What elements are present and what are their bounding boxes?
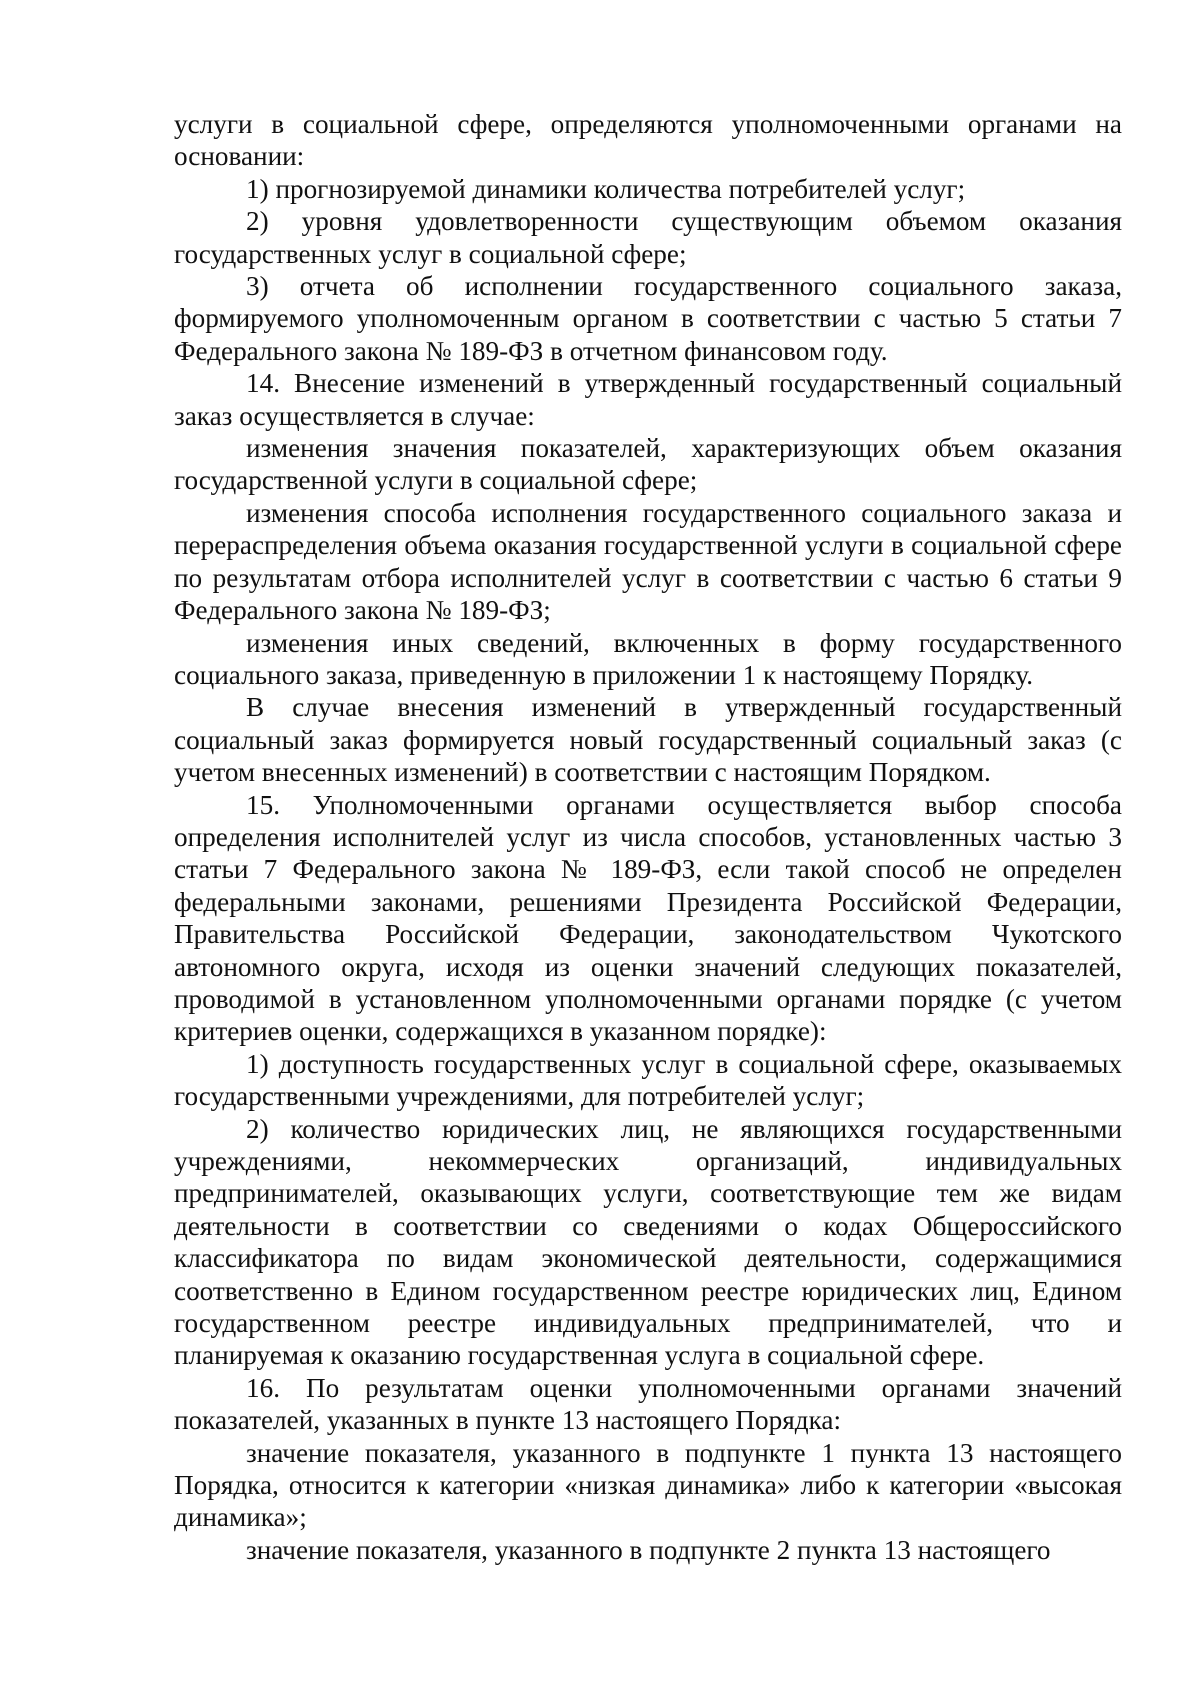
paragraph-10: 15. Уполномоченными органами осуществляется выбор способа определения исполнителей услуг из числа способов, установленных частью 3 статьи 7 Федерального закона № 189-ФЗ, если такой способ не определен федеральными законами, решениями Президента Российской Федерации, Правительства Российской Федерации, законодательством Чукотского автономного округа, исходя из оценки значений следующих показателей, проводимой в установленном уполномоченными органами порядке (с учетом критериев оценки, содержащихся в указанном порядке): xyxy=(174,789,1122,1047)
paragraph-3: 2) уровня удовлетворенности существующим объемом оказания государственных услуг в социальной сфере; xyxy=(174,206,1122,269)
paragraph-9: В случае внесения изменений в утвержденный государственный социальный заказ формируется новый государственный социальный заказ (с учетом внесенных изменений) в соответствии с настоящим Порядком. xyxy=(174,692,1122,788)
document-page xyxy=(174,108,1122,1566)
paragraph-12: 2) количество юридических лиц, не являющихся государственными учреждениями, некоммерческих организаций, индивидуальных предпринимателей, оказывающих услуги, соответствующие тем же видам деятельности в соответствии со сведениями о кодах Общероссийского классификатора по видам экономической деятельности, содержащимися соответственно в Едином государственном реестре юридических лиц, Едином государственном реестре индивидуальных предпринимателей, что и планируемая к оказанию государственная услуга в социальной сфере. xyxy=(174,1113,1122,1371)
paragraph-7: изменения способа исполнения государственного социального заказа и перераспределения объема оказания государственной услуги в социальной сфере по результатам отбора исполнителей услуг в соответствии с частью 6 статьи 9 Федерального закона № 189-ФЗ; xyxy=(174,497,1122,626)
paragraph-6: изменения значения показателей, характеризующих объем оказания государственной услуги в социальной сфере; xyxy=(174,433,1122,496)
paragraph-14: значение показателя, указанного в подпункте 1 пункта 13 настоящего Порядка, относится к категории «низкая динамика» либо к категории «высокая динамика»; xyxy=(174,1437,1122,1533)
paragraph-15: значение показателя, указанного в подпункте 2 пункта 13 настоящего xyxy=(246,1534,1051,1565)
paragraph-2: 1) прогнозируемой динамики количества потребителей услуг; xyxy=(246,173,966,204)
paragraph-11: 1) доступность государственных услуг в социальной сфере, оказываемых государственными учреждениями, для потребителей услуг; xyxy=(174,1048,1122,1112)
paragraph-4: 3) отчета об исполнении государственного социального заказа, формируемого уполномоченным органом в соответствии с частью 5 статьи 7 Федерального закона № 189-ФЗ в отчетном финансовом году. xyxy=(174,271,1122,366)
paragraph-8: изменения иных сведений, включенных в форму государственного социального заказа, приведенную в приложении 1 к настоящему Порядку. xyxy=(174,627,1122,690)
paragraph-13: 16. По результатам оценки уполномоченными органами значений показателей, указанных в пункте 13 настоящего Порядка: xyxy=(174,1372,1122,1436)
paragraph-5: 14. Внесение изменений в утвержденный государственный социальный заказ осуществляется в случае: xyxy=(174,368,1122,431)
paragraph-1: услуги в социальной сфере, определяются уполномоченными органами на основании: xyxy=(174,109,1122,172)
